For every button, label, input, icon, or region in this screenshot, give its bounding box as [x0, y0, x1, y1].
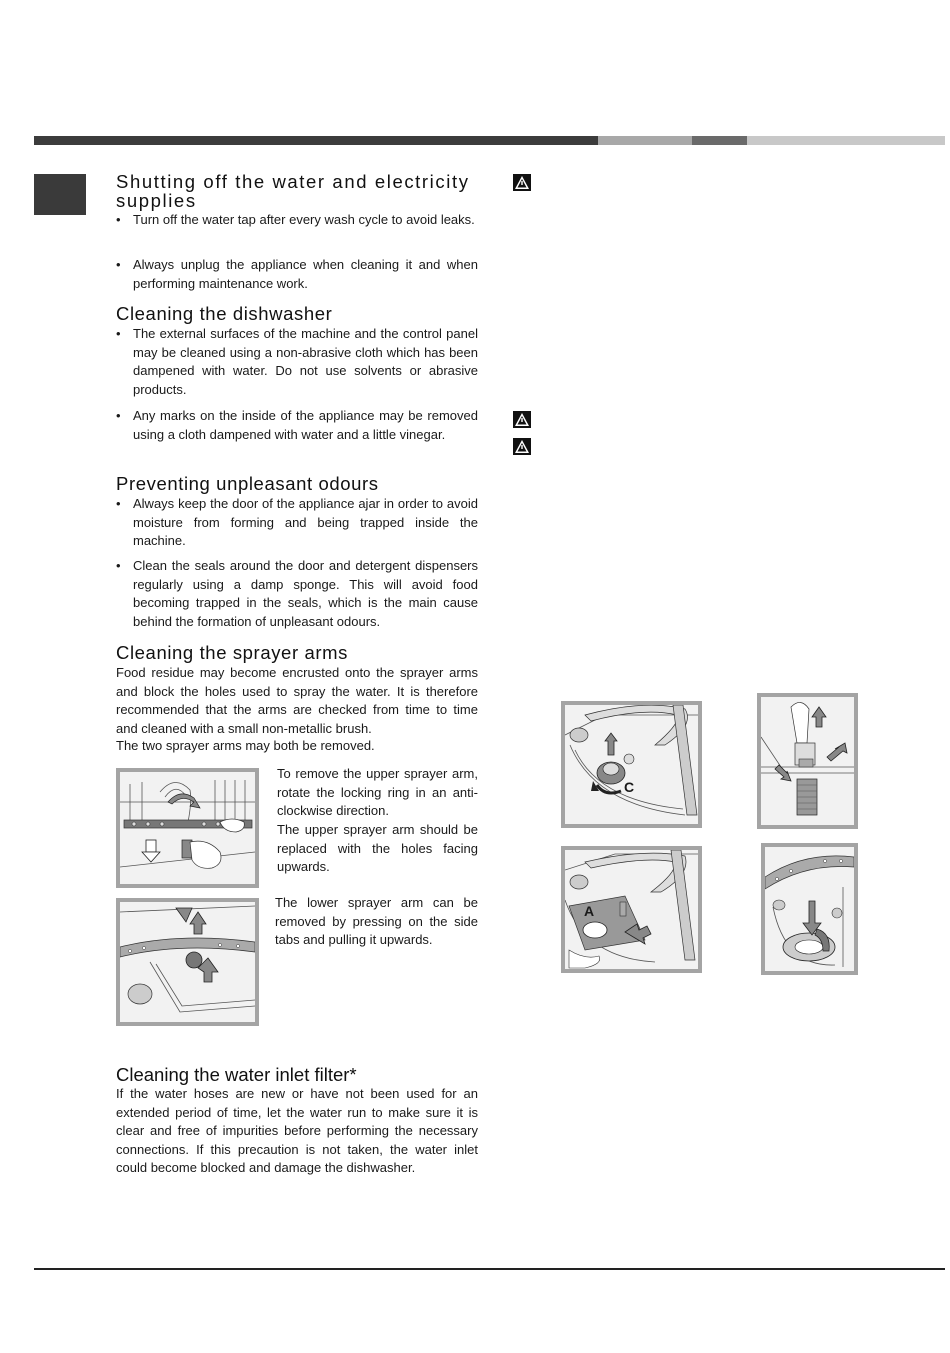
- sprayer-intro: Food residue may become encrusted onto the sprayer arms and block the holes used to spray the water. It is therefore recommended that the arms are checked from time to time and cleaned with a small non-metallic brush.: [116, 665, 478, 736]
- bullet-text: Always keep the door of the appliance ajar in order to avoid moisture from forming and being trapped inside the machine.: [133, 496, 478, 548]
- upper-sprayer-text1: To remove the upper sprayer arm, rotate the locking ring in an anti-clockwise direction.: [277, 766, 478, 818]
- header-bar-dark: [34, 136, 598, 145]
- figure-label-a: A: [584, 903, 595, 919]
- heading-shutting-off: Shutting off the water and electricity supplies: [116, 171, 470, 211]
- bullet-item: • Clean the seals around the door and detergent dispensers regularly using a damp sponge. This will avoid food becoming trapped in the seals, which is the main cause behind the formation of unpleasant odours.: [116, 557, 478, 631]
- filter-illustration-a: [561, 846, 702, 973]
- filter-illustration-bottom-right: [761, 843, 858, 975]
- side-tab: [34, 174, 86, 215]
- bullet-text: The external surfaces of the machine and the control panel may be cleaned using a non-abrasive cloth which has been dampened with water. Do not use solvents or abrasive products.: [133, 326, 478, 397]
- filter-illustration-top-right: [757, 693, 858, 829]
- footer-rule: [34, 1268, 945, 1270]
- warning-icon: [513, 174, 531, 191]
- bullet-item: • The external surfaces of the machine and the control panel may be cleaned using a non-abrasive cloth which has been dampened with water. Do not use solvents or abrasive products.: [116, 325, 478, 399]
- header-bar-pale: [747, 136, 945, 145]
- heading-cleaning: Cleaning the dishwasher: [116, 303, 333, 324]
- figure-label-c: C: [624, 779, 635, 795]
- bullet-text: Always unplug the appliance when cleaning it and when performing maintenance work.: [133, 257, 478, 291]
- inlet-filter-text: If the water hoses are new or have not been used for an extended period of time, let the water run to make sure it is clear and free of impurities before performing the necessary connections. If this precaution is not taken, the water inlet could become blocked and damage the dishwasher.: [116, 1086, 478, 1175]
- header-bar-mid: [692, 136, 747, 145]
- upper-sprayer-text2: The upper sprayer arm should be replaced with the holes facing upwards.: [277, 822, 478, 874]
- bullet-text: Clean the seals around the door and detergent dispensers regularly using a damp sponge. This will avoid food becoming trapped in the seals, which is the main cause behind the formation of unpleasant odours.: [133, 558, 478, 629]
- warning-icon: [513, 438, 531, 455]
- heading-inlet-filter: Cleaning the water inlet filter*: [116, 1064, 357, 1085]
- bullet-text: Any marks on the inside of the appliance may be removed using a cloth dampened with water and a little vinegar.: [133, 408, 478, 442]
- bullet-text: Turn off the water tap after every wash cycle to avoid leaks.: [133, 212, 475, 227]
- heading-sprayer: Cleaning the sprayer arms: [116, 642, 348, 663]
- lower-sprayer-illustration: [116, 898, 259, 1026]
- bullet-item: • Turn off the water tap after every wash cycle to avoid leaks.: [116, 211, 478, 230]
- heading-odours: Preventing unpleasant odours: [116, 473, 379, 494]
- bullet-item: • Always unplug the appliance when cleaning it and when performing maintenance work.: [116, 256, 478, 293]
- lower-sprayer-text: The lower sprayer arm can be removed by pressing on the side tabs and pulling it upwards.: [275, 895, 478, 947]
- sprayer-intro2: The two sprayer arms may both be removed.: [116, 738, 375, 753]
- bullet-item: • Any marks on the inside of the appliance may be removed using a cloth dampened with water and a little vinegar.: [116, 407, 478, 444]
- filter-illustration-c: [561, 701, 702, 828]
- bullet-item: • Always keep the door of the appliance ajar in order to avoid moisture from forming and being trapped inside the machine.: [116, 495, 478, 551]
- upper-sprayer-illustration: [116, 768, 259, 888]
- warning-icon: [513, 411, 531, 428]
- header-bar-light: [598, 136, 692, 145]
